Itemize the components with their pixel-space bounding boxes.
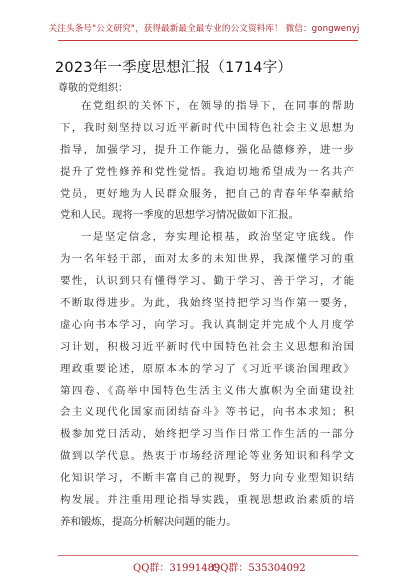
body-line: 理政重要论述，原原本本的学习了《习近平谈治国理政》 [60,362,354,375]
body-line: 极参加党日活动，始终把学习当作日常工作生活的一部分 [60,428,354,441]
header-divider [58,40,358,41]
body-line: 在党组织的关怀下，在领导的指导下，在同事的帮助 [81,100,354,112]
body-line: 构发展。并注重用理论指导实践，重视思想政治素质的培 [60,494,354,507]
body-line: 下，我时刻坚持以习近平新时代中国特色社会主义思想为 [60,121,354,134]
document-body [60,96,354,534]
body-line: 化知识学习，不断丰富自己的视野，努力向专业型知识结 [60,472,354,485]
body-line: 会主义现代化国家而团结奋斗》等书记，向书本求知；积 [60,406,354,419]
body-line: 党员，更好地为人民群众服务，把自己的青春年华奉献给 [60,187,354,200]
footer-qq-group-2: QQ群：535304092 [212,563,306,574]
body-line: 养和锻炼，提高分析解决问题的能力。 [60,515,237,528]
body-line: 一是坚定信念，夯实理论根基，政治坚定守底线。作 [81,231,354,244]
body-line: 提升了党性修养和党性觉悟。我迫切地希望成为一名共产 [60,165,354,178]
body-line: 做到以学代息。热衷于市场经济理论等业务知识和科学文 [60,450,354,463]
body-line: 不断取得进步。为此，我始终坚持把学习当作第一要务， [60,297,354,310]
body-line: 指导，加强学习，提升工作能力，强化品德修养，进一步 [60,143,354,156]
body-line: 要性，认识到只有懂得学习、勤于学习、善于学习，才能 [60,275,354,288]
body-line: 为一名年轻干部，面对太多的未知世界，我深懂学习的重 [60,253,354,266]
body-line: 第四卷、《高举中国特色生活主义伟大旗帜为全面建设社 [60,384,354,397]
header-banner: 关注头条号"公文研究"，获得最新最全最专业的公文资料库！ 微信：gongwenyj [48,24,360,34]
salutation: 尊敬的党组织： [58,83,128,94]
body-line: 党和人民。现将一季度的思想学习情况做如下汇报。 [60,209,299,222]
document-title: 2023年一季度思想汇报（1714字） [55,60,293,76]
footer-divider [58,555,358,556]
body-line: 习计划，积极习近平新时代中国特色社会主义思想和治国 [60,340,354,353]
footer-qq-group-1: QQ群：31991489 [133,563,221,574]
body-line: 虚心向书本学习，向学习。我认真制定并完成个人月度学 [60,318,354,331]
